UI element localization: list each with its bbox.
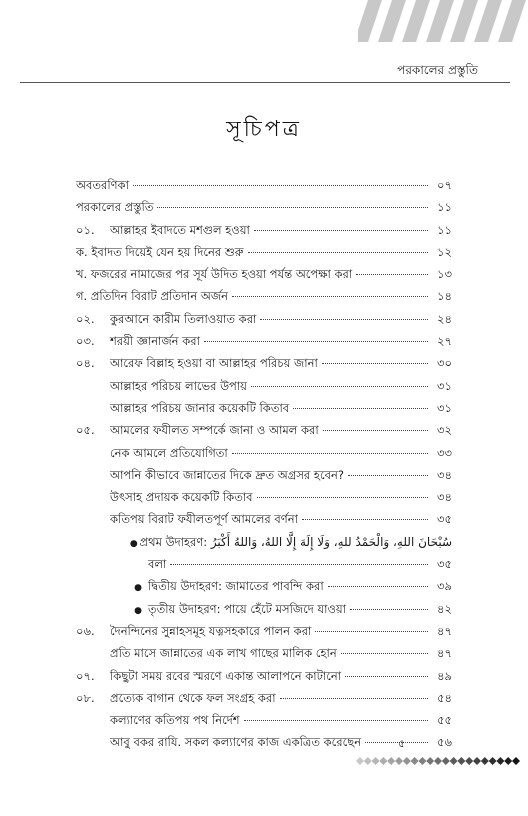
- toc-entry[interactable]: [76, 196, 452, 218]
- toc-entry-text: আল্লাহর পরিচয় লাভের উপায়: [110, 378, 247, 393]
- diamond-ornament: [372, 757, 380, 765]
- leader-dots: [260, 319, 428, 320]
- toc-entry-text: গ. প্রতিদিন বিরাট প্রতিদান অর্জন: [76, 289, 228, 304]
- header-rule: [20, 82, 510, 83]
- toc-page-number: ৪৯: [437, 668, 452, 683]
- toc-entry-text: কতিপয় বিরাট ফযীলতপূর্ণ আমলের বর্ণনা: [110, 512, 298, 527]
- toc-entry[interactable]: [76, 397, 452, 419]
- toc-part-2: [76, 620, 452, 754]
- leader-dots: [315, 631, 428, 632]
- leader-dots: [322, 363, 428, 364]
- diamond-ornament: [379, 757, 387, 765]
- toc-entry-text: উৎসাহ প্রদায়ক কয়েকটি কিতাব: [110, 490, 253, 505]
- leader-dots: [302, 519, 428, 520]
- diamond-ornament: [418, 757, 426, 765]
- toc-entry-number: ০১.: [76, 222, 95, 237]
- toc-page-number: ৩৪: [437, 490, 452, 505]
- toc-page-number: ৫৫: [437, 713, 452, 728]
- toc-entry[interactable]: [76, 174, 452, 196]
- toc-entry-number: ০৬.: [76, 623, 95, 638]
- toc-page-number: ১৩: [437, 267, 452, 282]
- leader-dots: [248, 252, 428, 253]
- toc-entry[interactable]: [76, 419, 452, 441]
- toc-entry-text: খ. ফজরের নামাজের পর সূর্য উদিত হওয়া পর্যন্ত অপেক্ষা করা: [76, 267, 353, 282]
- toc-entry[interactable]: [76, 352, 452, 374]
- diamond-ornament: [426, 757, 434, 765]
- leader-dots: [170, 564, 428, 565]
- toc-entry[interactable]: [76, 442, 452, 464]
- toc-entry-number: ০৩.: [76, 334, 95, 349]
- leader-dots: [254, 230, 428, 231]
- toc-entry-text: আরেফ বিল্লাহ হওয়া বা আল্লাহর পরিচয় জানা: [110, 356, 318, 371]
- toc-page-number: ১১: [437, 222, 452, 237]
- leader-dots: [251, 386, 428, 387]
- toc-entry[interactable]: [76, 464, 452, 486]
- toc-page-number: ০৭: [437, 178, 452, 192]
- leader-dots: [157, 207, 428, 208]
- leader-dots: [328, 586, 428, 587]
- page-title: সূচিপত্র: [226, 117, 302, 142]
- leader-dots: [348, 475, 428, 476]
- toc-entry[interactable]: [76, 709, 452, 731]
- toc-entry[interactable]: [76, 687, 452, 709]
- diamond-ornament: [450, 757, 458, 765]
- toc-bullet-first[interactable]: [76, 531, 452, 553]
- toc-bullet-entry[interactable]: [76, 598, 452, 620]
- toc-entry-text: দৈনন্দিনের সুন্নাহসমূহ যত্নসহকারে পালন করা: [110, 623, 312, 638]
- bullet-first-label: প্রথম উদাহরণ:: [139, 534, 208, 549]
- toc-entry[interactable]: [76, 731, 452, 753]
- leader-dots: [293, 408, 428, 409]
- toc-entry[interactable]: [76, 642, 452, 664]
- toc-page-number: ১১: [437, 200, 452, 215]
- decorative-diamonds: [354, 754, 524, 768]
- leader-dots: [350, 609, 428, 610]
- toc-entry-text: ক. ইবাদত দিয়েই যেন হয় দিনের শুরু: [76, 244, 244, 259]
- toc-page-number: ৫৬: [437, 735, 452, 750]
- leader-dots: [257, 497, 428, 498]
- page-number: ৫: [398, 737, 406, 750]
- leader-dots: [323, 430, 428, 431]
- toc-page-number: ২৭: [437, 334, 452, 349]
- leader-dots: [204, 341, 428, 342]
- diamond-ornament: [489, 757, 497, 765]
- toc-entry-text: তৃতীয় উদাহরণ: পায়ে হেঁটে মসজিদে যাওয়া: [148, 601, 347, 616]
- toc-entry-text: প্রত্যেক বাগান থেকে ফল সংগ্রহ করা: [110, 690, 276, 705]
- diamond-ornament: [442, 757, 450, 765]
- diamond-ornament: [411, 757, 419, 765]
- leader-dots: [356, 274, 428, 275]
- diamond-ornament: [364, 757, 372, 765]
- table-of-contents: [76, 174, 452, 754]
- toc-entry[interactable]: [76, 330, 452, 352]
- bullet-icon: ●: [129, 538, 138, 549]
- diamond-ornament: [465, 757, 473, 765]
- diamond-ornament: [504, 757, 512, 765]
- diamond-ornament: [481, 757, 489, 765]
- toc-entry[interactable]: [76, 285, 452, 307]
- toc-entry[interactable]: [76, 486, 452, 508]
- diamond-ornament: [356, 757, 364, 765]
- decorative-stripes: [358, 0, 528, 42]
- leader-dots: [133, 185, 428, 186]
- diamond-ornament: [457, 757, 465, 765]
- toc-entry-text: আল্লাহর পরিচয় জানার কয়েকটি কিতাব: [110, 400, 290, 415]
- diamond-ornament: [403, 757, 411, 765]
- arabic-tasbih: سُبْحَانَ اللهِ، وَالْحَمْدُ للهِ، وَلَا إِلَهَ إِلَّا اللهُ، وَاللهُ أَكْبَرُ: [210, 534, 452, 549]
- toc-entry[interactable]: [76, 263, 452, 285]
- toc-page-number: ৩৩: [437, 445, 452, 460]
- toc-page-number: ৩২: [437, 423, 452, 438]
- toc-part-1: [76, 174, 452, 531]
- diamond-ornament: [473, 757, 481, 765]
- toc-entry-text: দ্বিতীয় উদাহরণ: জামাতের পাবন্দি করা: [148, 579, 324, 594]
- toc-page-number: ৩৪: [437, 467, 452, 482]
- toc-page-number: ৩৫: [437, 557, 452, 572]
- toc-entry-text: অবতরণিকা: [76, 178, 129, 192]
- diamond-ornament: [512, 757, 520, 765]
- toc-entry-text: বলা: [148, 557, 167, 572]
- toc-entry-text: আমলের ফযীলত সম্পর্কে জানা ও আমল করা: [110, 423, 319, 438]
- toc-entry-text: শরয়ী জ্ঞানার্জন করা: [110, 334, 200, 349]
- toc-entry-number: ০৮.: [76, 690, 95, 705]
- toc-entry-text: আবু বকর রাযি. সকল কল্যাণের কাজ একত্রিত করেছেন: [110, 735, 362, 750]
- toc-entry[interactable]: [76, 620, 452, 642]
- running-head: পরকালের প্রস্তুতি: [397, 63, 478, 77]
- leader-dots: [365, 742, 428, 743]
- bullet-icon: ●: [134, 583, 142, 594]
- toc-page-number: ৩০: [437, 356, 452, 371]
- toc-page-number: ৪৭: [437, 646, 452, 661]
- leader-dots: [232, 296, 428, 297]
- toc-entry-number: ০২.: [76, 311, 95, 326]
- bullet-icon: ●: [134, 605, 142, 616]
- diamond-ornament: [496, 757, 504, 765]
- toc-entry-number: ০৪.: [76, 356, 95, 371]
- toc-page-number: ৫৪: [437, 690, 452, 705]
- toc-entry-text: কিছুটা সময় রবের স্মরণে একান্ত আলাপনে কাটানো: [110, 668, 342, 683]
- leader-dots: [244, 720, 428, 721]
- diamond-ornament: [387, 757, 395, 765]
- leader-dots: [341, 653, 428, 654]
- toc-entry-number: ০৭.: [76, 668, 95, 683]
- toc-entry[interactable]: [76, 375, 452, 397]
- toc-page-number: ১২: [437, 244, 452, 259]
- toc-entry-text: আপনি কীভাবে জান্নাতের দিকে দ্রুত অগ্রসর হবেন?: [110, 467, 344, 482]
- toc-page-number: ৪৭: [437, 623, 452, 638]
- toc-entry[interactable]: [76, 308, 452, 330]
- toc-entry-text: নেক আমলে প্রতিযোগিতা: [110, 445, 228, 460]
- toc-entry[interactable]: [76, 241, 452, 263]
- toc-entry-text: পরকালের প্রস্তুতি: [76, 200, 154, 215]
- toc-bullet-entry[interactable]: [76, 575, 452, 597]
- toc-page-number: ৩৫: [437, 512, 452, 527]
- toc-page-number: ১৪: [437, 289, 452, 304]
- toc-entry-number: ০৫.: [76, 423, 95, 438]
- toc-entry[interactable]: [76, 665, 452, 687]
- toc-bullet-first-cont[interactable]: [76, 553, 452, 575]
- leader-dots: [232, 453, 428, 454]
- toc-entry[interactable]: [76, 219, 452, 241]
- toc-page-number: ৩১: [437, 378, 452, 393]
- toc-entry-text: কুরআনে কারীম তিলাওয়াত করা: [110, 311, 257, 326]
- toc-page-number: ৩৯: [437, 579, 452, 594]
- toc-entry-text: আল্লাহর ইবাদতে মশগুল হওয়া: [110, 222, 250, 237]
- leader-dots: [345, 676, 428, 677]
- toc-entry[interactable]: [76, 508, 452, 530]
- diamond-ornament: [395, 757, 403, 765]
- diamond-ornament: [434, 757, 442, 765]
- toc-page-number: ২৪: [437, 311, 452, 326]
- toc-entry-text: কল্যাণের কতিপয় পথ নির্দেশ: [110, 713, 240, 728]
- toc-page-number: ৪২: [437, 601, 452, 616]
- toc-bullets: [76, 575, 452, 620]
- leader-dots: [280, 698, 428, 699]
- toc-entry-text: প্রতি মাসে জান্নাতের এক লাখ গাছের মালিক হোন: [110, 646, 337, 661]
- toc-page-number: ৩১: [437, 400, 452, 415]
